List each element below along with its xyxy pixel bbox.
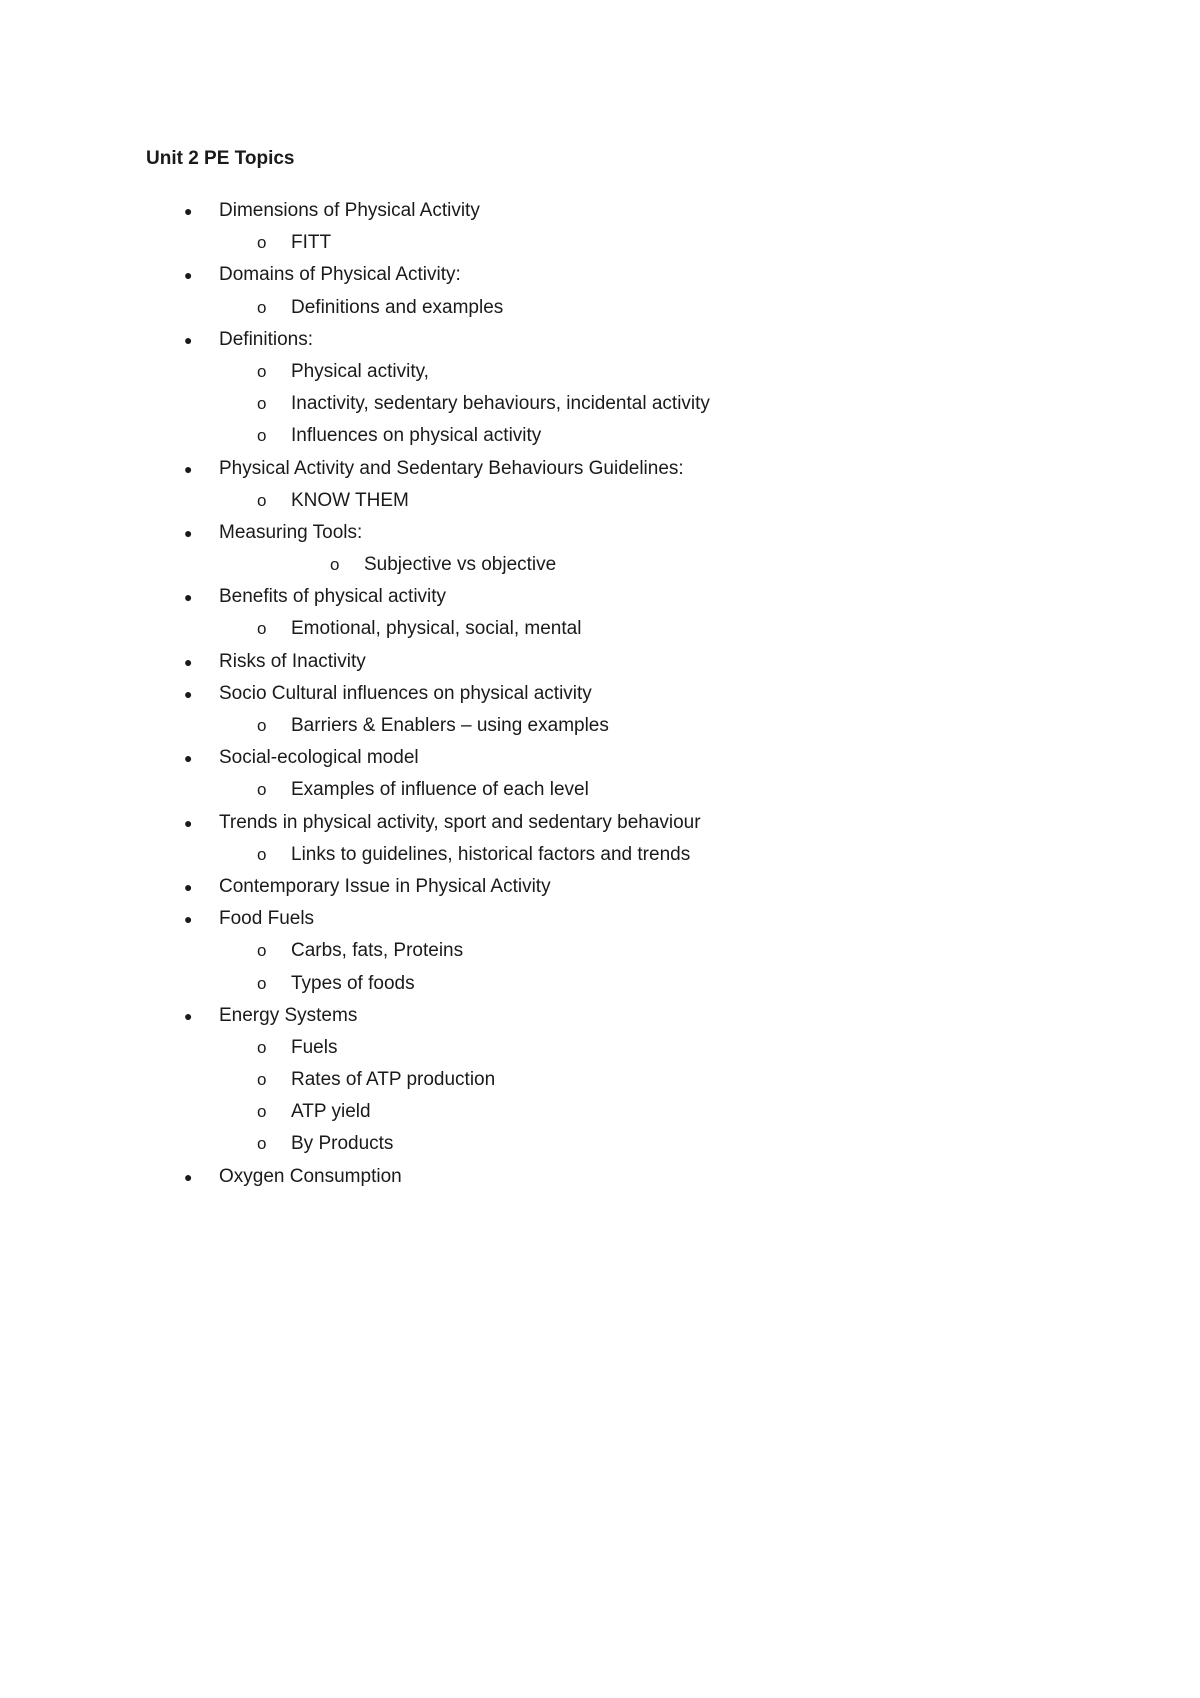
list-item-text: FITT (291, 232, 332, 254)
sub-bullet-icon: o (257, 361, 267, 381)
list-item-text: Food Fuels (219, 908, 315, 930)
list-item (0, 521, 1200, 553)
sub-list-item (0, 360, 1200, 392)
bullet-icon: ● (184, 750, 193, 767)
document-title: Unit 2 PE Topics (146, 148, 295, 169)
sub-list-item (0, 939, 1200, 971)
list-item-text: Contemporary Issue in Physical Activity (219, 875, 551, 897)
sub-bullet-icon: o (257, 490, 267, 510)
sub-bullet-icon: o (257, 394, 267, 414)
list-item-text: Influences on physical activity (291, 425, 542, 447)
list-item (0, 907, 1200, 939)
list-item-text: Rates of ATP production (291, 1069, 496, 1091)
list-item-text: Definitions and examples (291, 296, 504, 318)
sub-list-item (0, 296, 1200, 328)
list-item-text: By Products (291, 1133, 394, 1155)
bullet-icon: ● (184, 814, 193, 831)
sub-list-item (0, 424, 1200, 456)
list-item-text: Oxygen Consumption (219, 1165, 402, 1187)
list-item-text: Fuels (291, 1036, 338, 1058)
list-item-text: Dimensions of Physical Activity (219, 200, 480, 221)
sub-list-item (0, 489, 1200, 521)
sub-list-item (0, 392, 1200, 424)
list-item-text: Physical Activity and Sedentary Behaviours Guidelines: (219, 457, 684, 479)
sub-list-item (0, 231, 1200, 263)
list-item (0, 682, 1200, 714)
list-item-text: Measuring Tools: (219, 521, 363, 543)
list-item-text: Types of foods (291, 972, 415, 994)
bullet-icon: ● (184, 331, 193, 348)
list-item-text: Examples of influence of each level (291, 779, 589, 801)
sub-bullet-icon: o (257, 844, 267, 864)
list-item-text: Socio Cultural influences on physical activity (219, 682, 592, 704)
sub-list-item (0, 714, 1200, 746)
list-item-text: Benefits of physical activity (219, 586, 447, 608)
sub-list-item (0, 617, 1200, 649)
sub-bullet-icon: o (257, 1102, 267, 1122)
bullet-icon: ● (184, 267, 193, 284)
list-item (0, 1004, 1200, 1036)
list-item (0, 746, 1200, 778)
list-item-text: Links to guidelines, historical factors and trends (291, 843, 691, 865)
list-item (0, 650, 1200, 682)
list-item-text: Subjective vs objective (364, 554, 557, 576)
sub-bullet-icon: o (257, 1134, 267, 1154)
list-item-text: ATP yield (291, 1101, 371, 1123)
sub-list-item (0, 843, 1200, 875)
sub-bullet-icon: o (257, 426, 267, 446)
sub-bullet-icon: o (257, 941, 267, 961)
sub-bullet-icon: o (257, 780, 267, 800)
list-item-text: Carbs, fats, Proteins (291, 940, 464, 962)
list-item (0, 263, 1200, 295)
list-item-text: Social-ecological model (219, 747, 419, 769)
bullet-icon: ● (184, 589, 193, 606)
bullet-icon: ● (184, 911, 193, 928)
sub-list-item (0, 778, 1200, 810)
list-item (0, 199, 1200, 231)
sub-list-item (0, 1036, 1200, 1068)
sub-bullet-icon: o (257, 1037, 267, 1057)
list-item (0, 1165, 1200, 1197)
list-item-text: Risks of Inactivity (219, 650, 366, 672)
sub-list-item (0, 1100, 1200, 1132)
list-item-text: Emotional, physical, social, mental (291, 618, 582, 640)
bullet-icon: ● (184, 460, 193, 477)
list-item (0, 811, 1200, 843)
sub-bullet-icon: o (257, 1070, 267, 1090)
list-item-text: Inactivity, sedentary behaviours, incidental activity (291, 393, 710, 415)
list-item-text: Barriers & Enablers – using examples (291, 715, 609, 736)
list-item (0, 585, 1200, 617)
sub-list-item (0, 1068, 1200, 1100)
list-item-text: Definitions: (219, 328, 313, 350)
bullet-icon: ● (184, 524, 193, 541)
sub-list-item (0, 972, 1200, 1004)
list-item (0, 457, 1200, 489)
bullet-icon: ● (184, 685, 193, 702)
bullet-icon: ● (184, 1168, 193, 1185)
sub-bullet-icon: o (257, 619, 267, 639)
list-item (0, 875, 1200, 907)
sub-list-item (0, 1132, 1200, 1164)
list-item-text: Domains of Physical Activity: (219, 264, 461, 286)
topic-outline (0, 199, 1200, 1197)
sub-bullet-icon: o (330, 555, 340, 575)
sub-bullet-icon: o (257, 233, 267, 253)
sub-bullet-icon: o (257, 297, 267, 317)
list-item-text: Energy Systems (219, 1004, 358, 1026)
sub-list-item (0, 553, 1200, 585)
bullet-icon: ● (184, 203, 193, 219)
list-item-text: Physical activity, (291, 360, 429, 382)
sub-bullet-icon: o (257, 716, 267, 735)
bullet-icon: ● (184, 878, 193, 895)
list-item (0, 328, 1200, 360)
list-item-text: KNOW THEM (291, 489, 409, 511)
bullet-icon: ● (184, 1007, 193, 1024)
list-item-text: Trends in physical activity, sport and sedentary behaviour (219, 811, 701, 833)
sub-bullet-icon: o (257, 973, 267, 993)
bullet-icon: ● (184, 653, 193, 670)
